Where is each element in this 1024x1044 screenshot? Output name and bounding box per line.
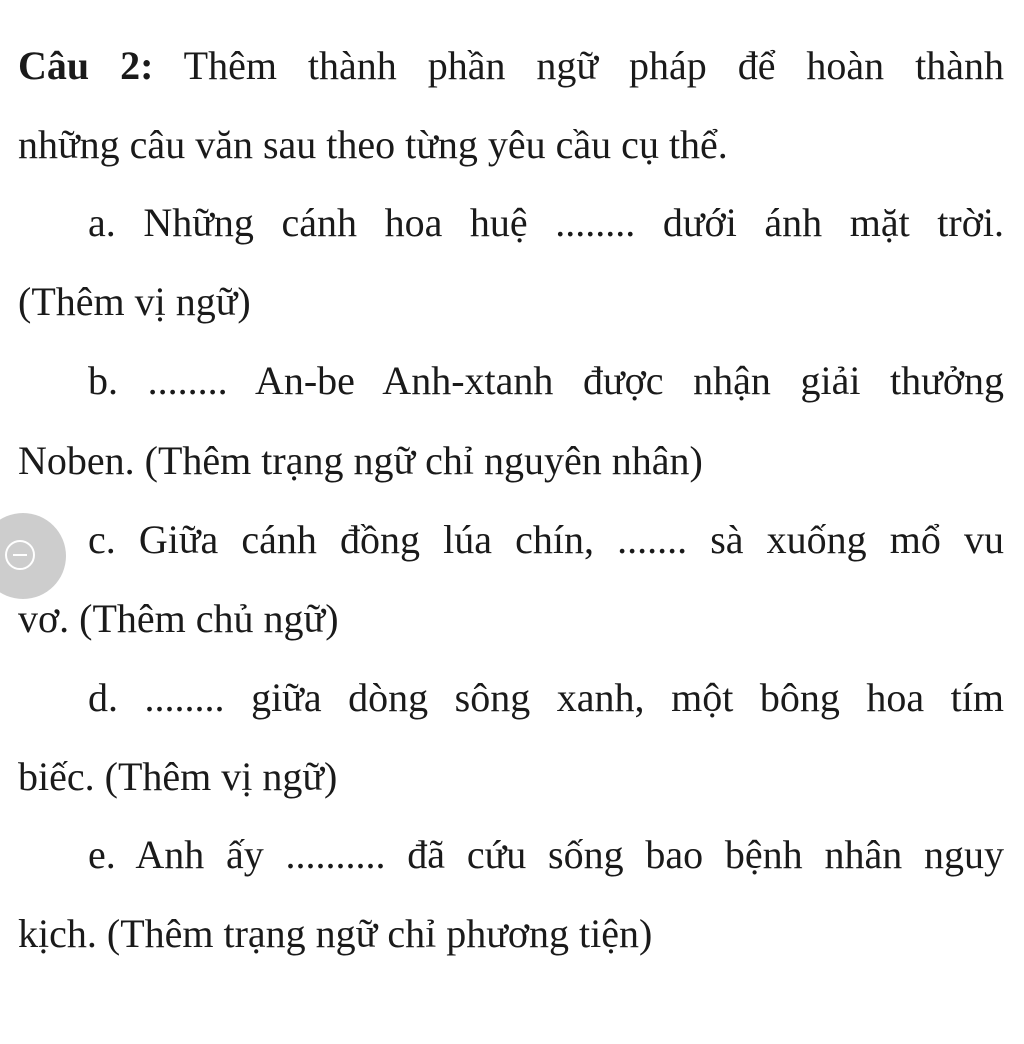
item-a-line1: a. Những cánh hoa huệ ........ dưới ánh mặt trời. bbox=[88, 200, 1004, 245]
item-b-line1: b. ........ An-be Anh-xtanh được nhận giải thưởng bbox=[88, 358, 1004, 403]
item-b-line2: Noben. (Thêm trạng ngữ chỉ nguyên nhân) bbox=[18, 438, 703, 483]
item-e-line1: e. Anh ấy .......... đã cứu sống bao bệnh nhân nguy bbox=[88, 832, 1004, 877]
side-collapse-tab[interactable] bbox=[0, 513, 66, 599]
question-heading-line bbox=[18, 42, 1004, 90]
item-d-line1: d. ........ giữa dòng sông xanh, một bông hoa tím bbox=[88, 675, 1004, 720]
item-a-line2: (Thêm vị ngữ) bbox=[18, 279, 251, 324]
question-prompt-line1: Thêm thành phần ngữ pháp để hoàn thành bbox=[153, 43, 1004, 88]
item-d-line2: biếc. (Thêm vị ngữ) bbox=[18, 754, 338, 799]
collapse-minus-icon[interactable] bbox=[5, 540, 35, 570]
question-prompt-line2: những câu văn sau theo từng yêu cầu cụ thể. bbox=[18, 122, 728, 167]
item-c-line1: c. Giữa cánh đồng lúa chín, ....... sà xuống mổ vu bbox=[88, 517, 1004, 562]
item-e-line2: kịch. (Thêm trạng ngữ chỉ phương tiện) bbox=[18, 911, 653, 956]
item-c-line2: vơ. (Thêm chủ ngữ) bbox=[18, 596, 339, 641]
question-label: Câu 2: bbox=[18, 43, 154, 88]
